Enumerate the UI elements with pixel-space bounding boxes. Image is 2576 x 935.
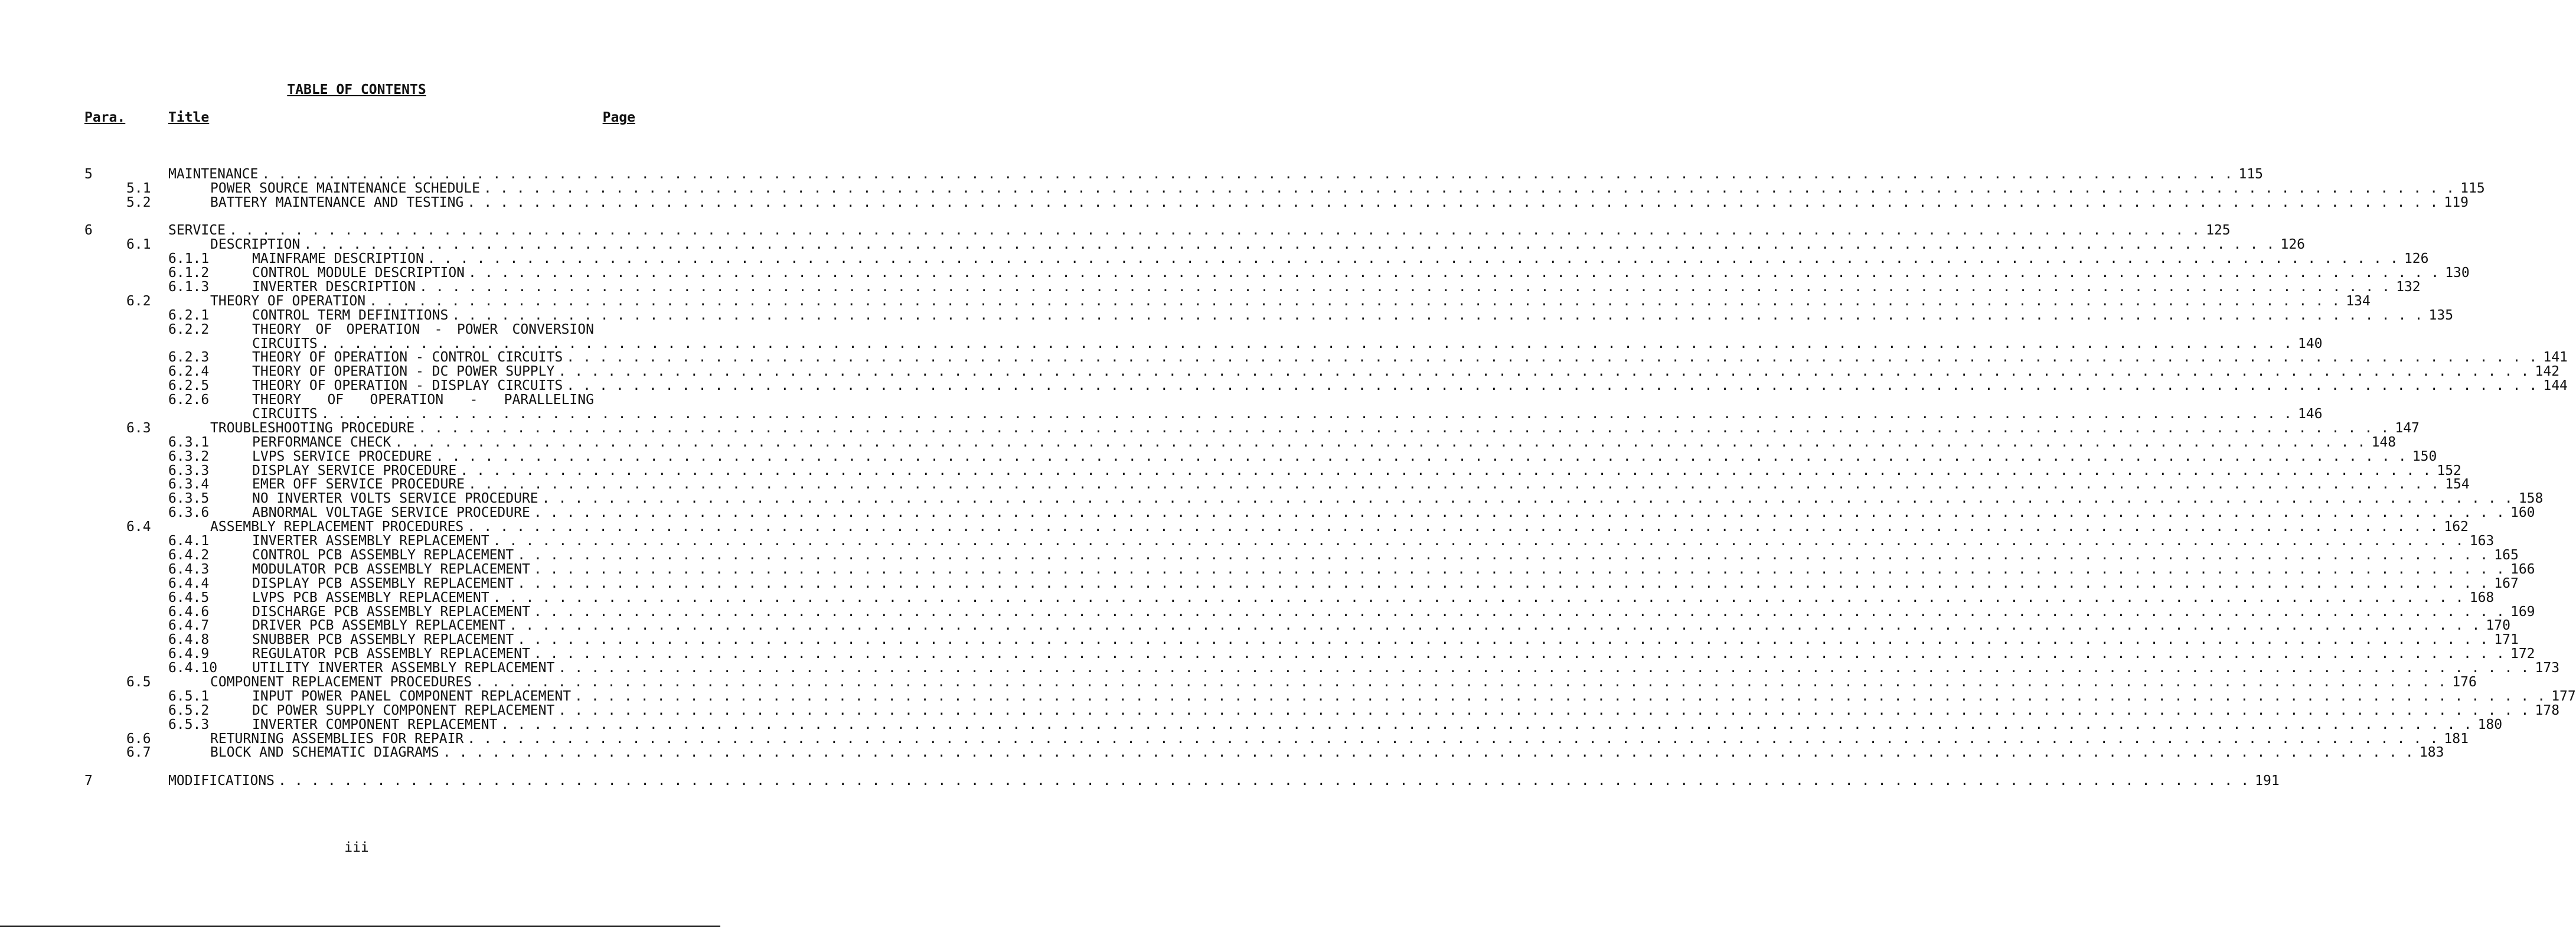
toc-para-number: 6.4.9	[168, 646, 210, 662]
leader-dots: . . . . . . . . . . . . . . . . . . . . . . . . . . . . . . . . . . . . . . . . . . . . . . . . . . . . . . . . . . . . . . . . . . . . . . . . . . . . . . . . . . . . . . . . . . . . . . . . . . . . . . . . . . . . . . . . . . . . . . . .	[435, 448, 2407, 464]
toc-entry-6-3-4[interactable]	[0, 477, 2470, 493]
toc-page-number: 130	[2445, 265, 2470, 281]
toc-para-number: 6	[84, 223, 93, 239]
toc-page-number: 168	[2469, 589, 2495, 605]
leader-dots: . . . . . . . . . . . . . . . . . . . . . . . . . . . . . . . . . . . . . . . . . . . . . . . . . . . . . . . . . . . . . . . . . . . . . . . . . . . . . . . . . . . . . . . . . . . . . . . . . . . . . . . . . . . . . . . . . . . . . . . .	[509, 618, 2480, 634]
toc-page-number: 152	[2437, 462, 2461, 478]
toc-page-number: 142	[2535, 364, 2560, 380]
toc-entry-title: THEORY OF OPERATION - DISPLAY CIRCUITS	[252, 378, 563, 394]
leader-dots: . . . . . . . . . . . . . . . . . . . . . . . . . . . . . . . . . . . . . . . . . . . . . . . . . . . . . . . . . . . . . . . . . . . . . . . . . . . . . . . . . . . . . . . . . . . . . . . . . . . . . . . . . . . . . . . . . . . . . . . .	[262, 166, 2233, 182]
toc-entry-6-2-5[interactable]	[0, 378, 2568, 394]
toc-entry-title: THEORY OF OPERATION - DC POWER SUPPLY	[252, 364, 555, 380]
toc-entry-title: SERVICE	[168, 223, 226, 239]
toc-entry-5-2[interactable]	[0, 194, 2469, 210]
leader-dots: . . . . . . . . . . . . . . . . . . . . . . . . . . . . . . . . . . . . . . . . . . . . . . . . . . . . . . . . . . . . . . . . . . . . . . . . . . . . . . . . . . . . . . . . . . . . . . . . . . . . . . . . . . . . . . . . . . . . . . . .	[475, 674, 2447, 690]
toc-entry-title: PERFORMANCE CHECK	[252, 434, 391, 450]
toc-para-number: 6.4.2	[168, 547, 210, 563]
toc-page-number: 119	[2444, 194, 2469, 210]
leader-dots: . . . . . . . . . . . . . . . . . . . . . . . . . . . . . . . . . . . . . . . . . . . . . . . . . . . . . . . . . . . . . . . . . . . . . . . . . . . . . . . . . . . . . . . . . . . . . . . . . . . . . . . . . . . . . . . . . . . . . . . .	[558, 660, 2529, 676]
toc-entry-title: EMER OFF SERVICE PROCEDURE	[252, 477, 465, 493]
toc-para-number: 6.2	[126, 293, 151, 309]
title-word: OPERATION	[346, 321, 420, 337]
toc-page-number: 115	[2238, 166, 2264, 182]
toc-para-number: 7	[84, 773, 93, 789]
toc-para-number: 6.2.3	[168, 350, 210, 366]
leader-dots: . . . . . . . . . . . . . . . . . . . . . . . . . . . . . . . . . . . . . . . . . . . . . . . . . . . . . . . . . . . . . . . . . . . . . . . . . . . . . . . . . . . . . . . . . . . . . . . . . . . . . . . . . . . . . . . . . . . . . . . .	[467, 731, 2438, 747]
toc-para-number: 6.3.3	[168, 462, 210, 478]
toc-entry-5-1[interactable]	[0, 180, 2485, 196]
leader-dots: . . . . . . . . . . . . . . . . . . . . . . . . . . . . . . . . . . . . . . . . . . . . . . . . . . . . . . . . . . . . . . . . . . . . . . . . . . . . . . . . . . . . . . . . . . . . . . . . . . . . . . . . . . . . . . . . . . . . . . . .	[467, 194, 2438, 210]
title-word: -	[434, 321, 443, 337]
toc-page-number: 140	[2297, 335, 2323, 351]
leader-dots: . . . . . . . . . . . . . . . . . . . . . . . . . . . . . . . . . . . . . . . . . . . . . . . . . . . . . . . . . . . . . . . . . . . . . . . . . . . . . . . . . . . . . . . . . . . . . . . . . . . . . . . . . . . . . . . . . . . . . . . .	[468, 477, 2440, 493]
toc-para-number: 6.2.5	[168, 378, 210, 394]
toc-entry-title: BLOCK AND SCHEMATIC DIAGRAMS	[210, 745, 439, 761]
toc-entry-6-4-6[interactable]	[0, 604, 2535, 620]
toc-entry-title: DRIVER PCB ASSEMBLY REPLACEMENT	[252, 618, 506, 634]
toc-page-number: 162	[2444, 519, 2469, 535]
toc-entry-6-1[interactable]	[0, 237, 2306, 253]
leader-dots: . . . . . . . . . . . . . . . . . . . . . . . . . . . . . . . . . . . . . . . . . . . . . . . . . . . . . . . . . . . . . . . . . . . . . . . . . . . . . . . . . . . . . . . . . . . . . . . . . . . . . . . . . . . . . . . . . . . . . . . .	[566, 350, 2538, 366]
toc-para-number: 6.2.1	[168, 307, 210, 323]
toc-para-number: 6.2.4	[168, 364, 210, 380]
toc-page-number: 176	[2452, 674, 2477, 690]
toc-para-number: 6.3.1	[168, 434, 210, 450]
toc-entry-6-7[interactable]	[0, 745, 2444, 761]
toc-para-number: 6.3.6	[168, 505, 210, 521]
toc-entry-6-5-2[interactable]	[0, 702, 2560, 718]
toc-entry-title: MODIFICATIONS	[168, 773, 275, 789]
toc-para-number: 6.3	[126, 420, 151, 436]
toc-entry-6-2[interactable]	[0, 293, 2371, 309]
toc-entry-title: REGULATOR PCB ASSEMBLY REPLACEMENT	[252, 646, 530, 662]
toc-entry-title: ASSEMBLY REPLACEMENT PROCEDURES	[210, 519, 464, 535]
toc-para-number: 5	[84, 166, 93, 182]
toc-entry-title: SNUBBER PCB ASSEMBLY REPLACEMENT	[252, 632, 514, 648]
leader-dots: . . . . . . . . . . . . . . . . . . . . . . . . . . . . . . . . . . . . . . . . . . . . . . . . . . . . . . . . . . . . . . . . . . . . . . . . . . . . . . . . . . . . . . . . . . . . . . . . . . . . . . . . . . . . . . . . . . . . . . . .	[419, 279, 2391, 295]
toc-page-number: 181	[2444, 731, 2469, 747]
toc-entry-6-6[interactable]	[0, 731, 2469, 747]
toc-entry-title: BATTERY MAINTENANCE AND TESTING	[210, 194, 464, 210]
toc-para-number: 6.1.1	[168, 251, 210, 267]
toc-entry-title: INVERTER COMPONENT REPLACEMENT	[252, 716, 498, 732]
toc-entry-title: MODULATOR PCB ASSEMBLY REPLACEMENT	[252, 561, 530, 577]
toc-para-number: 6.1.3	[168, 279, 210, 295]
toc-entry-5[interactable]	[0, 166, 2264, 182]
toc-para-number: 6.4.4	[168, 575, 210, 591]
toc-entry-title: INPUT POWER PANEL COMPONENT REPLACEMENT	[252, 688, 572, 704]
toc-entry-title: LVPS PCB ASSEMBLY REPLACEMENT	[252, 589, 489, 605]
toc-entry-title: THEORY OF OPERATION	[210, 293, 366, 309]
leader-dots: . . . . . . . . . . . . . . . . . . . . . . . . . . . . . . . . . . . . . . . . . . . . . . . . . . . . . . . . . . . . . . . . . . . . . . . . . . . . . . . . . . . . . . . . . . . . . . . . . . . . . . . . . . . . . . . . . . . . . . . .	[558, 364, 2529, 380]
title-word: OF	[315, 321, 332, 337]
toc-entry-title-line1	[252, 393, 594, 407]
leader-dots: . . . . . . . . . . . . . . . . . . . . . . . . . . . . . . . . . . . . . . . . . . . . . . . . . . . . . . . . . . . . . . . . . . . . . . . . . . . . . . . . . . . . . . . . . . . . . . . . . . . . . . . . . . . . . . . . . . . . . . . .	[566, 378, 2538, 394]
toc-entry-title: ABNORMAL VOLTAGE SERVICE PROCEDURE	[252, 505, 530, 521]
title-word: CONVERSION	[512, 321, 594, 337]
toc-entry-6-1-3[interactable]	[0, 279, 2421, 295]
leader-dots: . . . . . . . . . . . . . . . . . . . . . . . . . . . . . . . . . . . . . . . . . . . . . . . . . . . . . . . . . . . . . . . . . . . . . . . . . . . . . . . . . . . . . . . . . . . . . . . . . . . . . . . . . . . . . . . . . . . . . . . .	[228, 223, 2200, 239]
toc-page-number: 165	[2494, 547, 2519, 563]
leader-dots: . . . . . . . . . . . . . . . . . . . . . . . . . . . . . . . . . . . . . . . . . . . . . . . . . . . . . . . . . . . . . . . . . . . . . . . . . . . . . . . . . . . . . . . . . . . . . . . . . . . . . . . . . . . . . . . . . . . . . . . .	[533, 505, 2505, 521]
toc-page-number: 144	[2543, 378, 2568, 394]
toc-entry-title: DISPLAY PCB ASSEMBLY REPLACEMENT	[252, 575, 514, 591]
leader-dots: . . . . . . . . . . . . . . . . . . . . . . . . . . . . . . . . . . . . . . . . . . . . . . . . . . . . . . . . . . . . . . . . . . . . . . . . . . . . . . . . . . . . . . . . . . . . . . . . . . . . . . . . . . . . . . . . . . . . . . . .	[492, 533, 2464, 549]
leader-dots: . . . . . . . . . . . . . . . . . . . . . . . . . . . . . . . . . . . . . . . . . . . . . . . . . . . . . . . . . . . . . . . . . . . . . . . . . . . . . . . . . . . . . . . . . . . . . . . . . . . . . . . . . . . . . . . . . . . . . . . .	[369, 293, 2340, 309]
toc-entry-title-line1	[252, 322, 594, 337]
leader-dots: . . . . . . . . . . . . . . . . . . . . . . . . . . . . . . . . . . . . . . . . . . . . . . . . . . . . . . . . . . . . . . . . . . . . . . . . . . . . . . . . . . . . . . . . . . . . . . . . . . . . . . . . . . . . . . . . . . . . . . . .	[533, 646, 2505, 662]
toc-entry-6-2-2[interactable]	[0, 322, 720, 337]
toc-page-number: 180	[2477, 716, 2503, 732]
leader-dots: . . . . . . . . . . . . . . . . . . . . . . . . . . . . . . . . . . . . . . . . . . . . . . . . . . . . . . . . . . . . . . . . . . . . . . . . . . . . . . . . . . . . . . . . . . . . . . . . . . . . . . . . . . . . . . . . . . . . . . . .	[533, 561, 2505, 577]
toc-entry-6-4-4[interactable]	[0, 575, 2519, 591]
toc-page-number: 166	[2510, 561, 2535, 577]
toc-page-number: 154	[2445, 477, 2470, 493]
toc-page-number: 147	[2395, 420, 2420, 436]
toc-page-number: 126	[2404, 251, 2429, 267]
title-word: -	[469, 392, 478, 408]
leader-dots: . . . . . . . . . . . . . . . . . . . . . . . . . . . . . . . . . . . . . . . . . . . . . . . . . . . . . . . . . . . . . . . . . . . . . . . . . . . . . . . . . . . . . . . . . . . . . . . . . . . . . . . . . . . . . . . . . . . . . . . .	[492, 589, 2464, 605]
title-word: OPERATION	[370, 392, 444, 408]
toc-para-number: 6.4	[126, 519, 151, 535]
toc-page-number: 160	[2510, 505, 2535, 521]
toc-page-number: 125	[2206, 223, 2231, 239]
toc-entry-title: DESCRIPTION	[210, 237, 301, 253]
toc-para-number: 6.5	[126, 674, 151, 690]
title-word: THEORY	[252, 392, 302, 408]
title-word: OF	[327, 392, 344, 408]
toc-entry-6-1-2[interactable]	[0, 265, 2470, 281]
leader-dots: . . . . . . . . . . . . . . . . . . . . . . . . . . . . . . . . . . . . . . . . . . . . . . . . . . . . . . . . . . . . . . . . . . . . . . . . . . . . . . . . . . . . . . . . . . . . . . . . . . . . . . . . . . . . . . . . . . . . . . . .	[303, 237, 2275, 253]
toc-page-number: 167	[2494, 575, 2519, 591]
title-word: PARALLELING	[504, 392, 594, 408]
toc-entry-title: CONTROL TERM DEFINITIONS	[252, 307, 449, 323]
toc-entry-6-1-1[interactable]	[0, 251, 2429, 267]
leader-dots: . . . . . . . . . . . . . . . . . . . . . . . . . . . . . . . . . . . . . . . . . . . . . . . . . . . . . . . . . . . . . . . . . . . . . . . . . . . . . . . . . . . . . . . . . . . . . . . . . . . . . . . . . . . . . . . . . . . . . . . .	[452, 307, 2423, 323]
toc-entry-title: CONTROL PCB ASSEMBLY REPLACEMENT	[252, 547, 514, 563]
leader-dots: . . . . . . . . . . . . . . . . . . . . . . . . . . . . . . . . . . . . . . . . . . . . . . . . . . . . . . . . . . . . . . . . . . . . . . . . . . . . . . . . . . . . . . . . . . . . . . . . . . . . . . . . . . . . . . . . . . . . . . . .	[574, 688, 2546, 704]
leader-dots: . . . . . . . . . . . . . . . . . . . . . . . . . . . . . . . . . . . . . . . . . . . . . . . . . . . . . . . . . . . . . . . . . . . . . . . . . . . . . . . . . . . . . . . . . . . . . . . . . . . . . . . . . . . . . . . . . . . . . . . .	[467, 519, 2438, 535]
toc-page-number: 171	[2494, 632, 2519, 648]
column-header-para: Para.	[84, 110, 126, 125]
leader-dots: . . . . . . . . . . . . . . . . . . . . . . . . . . . . . . . . . . . . . . . . . . . . . . . . . . . . . . . . . . . . . . . . . . . . . . . . . . . . . . . . . . . . . . . . . . . . . . . . . . . . . . . . . . . . . . . . . . . . . . . .	[321, 406, 2292, 422]
leader-dots: . . . . . . . . . . . . . . . . . . . . . . . . . . . . . . . . . . . . . . . . . . . . . . . . . . . . . . . . . . . . . . . . . . . . . . . . . . . . . . . . . . . . . . . . . . . . . . . . . . . . . . . . . . . . . . . . . . . . . . . .	[501, 716, 2472, 732]
title-word: POWER	[456, 321, 498, 337]
toc-para-number: 6.3.5	[168, 491, 210, 507]
leader-dots: . . . . . . . . . . . . . . . . . . . . . . . . . . . . . . . . . . . . . . . . . . . . . . . . . . . . . . . . . . . . . . . . . . . . . . . . . . . . . . . . . . . . . . . . . . . . . . . . . . . . . . . . . . . . . . . . . . . . . . . .	[394, 434, 2366, 450]
toc-para-number: 6.4.7	[168, 618, 210, 634]
toc-entry-6-5-3[interactable]	[0, 716, 2503, 732]
toc-entry-6-3-6[interactable]	[0, 505, 2535, 521]
toc-entry-6-2-1[interactable]	[0, 307, 2454, 323]
toc-entry-title: INVERTER DESCRIPTION	[252, 279, 416, 295]
toc-page-number: 172	[2510, 646, 2535, 662]
bottom-rule	[0, 926, 720, 927]
toc-entry-6-4-2[interactable]	[0, 547, 2519, 563]
toc-entry-title: LVPS SERVICE PROCEDURE	[252, 448, 432, 464]
title-word: THEORY	[252, 321, 302, 337]
toc-page-number: 170	[2486, 618, 2510, 634]
leader-dots: . . . . . . . . . . . . . . . . . . . . . . . . . . . . . . . . . . . . . . . . . . . . . . . . . . . . . . . . . . . . . . . . . . . . . . . . . . . . . . . . . . . . . . . . . . . . . . . . . . . . . . . . . . . . . . . . . . . . . . . .	[533, 604, 2505, 620]
toc-entry-6-5-1[interactable]	[0, 688, 2576, 704]
toc-page-number: 146	[2297, 406, 2323, 422]
toc-para-number: 6.2.2	[168, 321, 210, 337]
toc-page-number: 134	[2346, 293, 2371, 309]
leader-dots: . . . . . . . . . . . . . . . . . . . . . . . . . . . . . . . . . . . . . . . . . . . . . . . . . . . . . . . . . . . . . . . . . . . . . . . . . . . . . . . . . . . . . . . . . . . . . . . . . . . . . . . . . . . . . . . . . . . . . . . .	[321, 335, 2292, 351]
leader-dots: . . . . . . . . . . . . . . . . . . . . . . . . . . . . . . . . . . . . . . . . . . . . . . . . . . . . . . . . . . . . . . . . . . . . . . . . . . . . . . . . . . . . . . . . . . . . . . . . . . . . . . . . . . . . . . . . . . . . . . . .	[418, 420, 2389, 436]
toc-entry-6-4[interactable]	[0, 519, 2469, 535]
leader-dots: . . . . . . . . . . . . . . . . . . . . . . . . . . . . . . . . . . . . . . . . . . . . . . . . . . . . . . . . . . . . . . . . . . . . . . . . . . . . . . . . . . . . . . . . . . . . . . . . . . . . . . . . . . . . . . . . . . . . . . . .	[427, 251, 2398, 267]
toc-heading: TABLE OF CONTENTS	[287, 82, 426, 97]
toc-page-number: 183	[2419, 745, 2444, 761]
toc-page-number: 126	[2280, 237, 2306, 253]
toc-para-number: 6.7	[126, 745, 151, 761]
leader-dots: . . . . . . . . . . . . . . . . . . . . . . . . . . . . . . . . . . . . . . . . . . . . . . . . . . . . . . . . . . . . . . . . . . . . . . . . . . . . . . . . . . . . . . . . . . . . . . . . . . . . . . . . . . . . . . . . . . . . . . . .	[442, 745, 2414, 761]
toc-spacer	[0, 760, 720, 774]
toc-page-number: 135	[2428, 307, 2454, 323]
toc-entry-6-4-1[interactable]	[0, 533, 2495, 549]
toc-entry-6-3-1[interactable]	[0, 434, 2397, 450]
leader-dots: . . . . . . . . . . . . . . . . . . . . . . . . . . . . . . . . . . . . . . . . . . . . . . . . . . . . . . . . . . . . . . . . . . . . . . . . . . . . . . . . . . . . . . . . . . . . . . . . . . . . . . . . . . . . . . . . . . . . . . . .	[517, 632, 2489, 648]
toc-para-number: 6.3.2	[168, 448, 210, 464]
toc-entry-title: MAINTENANCE	[168, 166, 259, 182]
toc-para-number: 6.4.8	[168, 632, 210, 648]
toc-para-number: 6.5.2	[168, 702, 210, 718]
toc-entry-title: DISPLAY SERVICE PROCEDURE	[252, 462, 457, 478]
toc-entry-title-line2: CIRCUITS	[252, 335, 318, 351]
toc-entry-6-4-10[interactable]	[0, 660, 2560, 676]
leader-dots: . . . . . . . . . . . . . . . . . . . . . . . . . . . . . . . . . . . . . . . . . . . . . . . . . . . . . . . . . . . . . . . . . . . . . . . . . . . . . . . . . . . . . . . . . . . . . . . . . . . . . . . . . . . . . . . . . . . . . . . .	[517, 547, 2489, 563]
toc-page-number: 191	[2255, 773, 2280, 789]
toc-entry-title: DC POWER SUPPLY COMPONENT REPLACEMENT	[252, 702, 555, 718]
toc-entry-6-4-7[interactable]	[0, 618, 2510, 634]
toc-para-number: 6.3.4	[168, 477, 210, 493]
toc-para-number: 6.4.6	[168, 604, 210, 620]
toc-para-number: 6.2.6	[168, 392, 210, 408]
toc-entry-title: DISCHARGE PCB ASSEMBLY REPLACEMENT	[252, 604, 530, 620]
toc-para-number: 6.5.3	[168, 716, 210, 732]
toc-entry-6-2-3[interactable]	[0, 350, 2568, 366]
leader-dots: . . . . . . . . . . . . . . . . . . . . . . . . . . . . . . . . . . . . . . . . . . . . . . . . . . . . . . . . . . . . . . . . . . . . . . . . . . . . . . . . . . . . . . . . . . . . . . . . . . . . . . . . . . . . . . . . . . . . . . . .	[468, 265, 2440, 281]
toc-entry-6[interactable]	[0, 223, 2231, 239]
toc-entry-title: TROUBLESHOOTING PROCEDURE	[210, 420, 415, 436]
toc-entry-6-4-9[interactable]	[0, 646, 2535, 662]
toc-para-number: 6.4.5	[168, 589, 210, 605]
toc-para-number: 6.4.1	[168, 533, 210, 549]
toc-para-number: 6.4.3	[168, 561, 210, 577]
toc-entry-6-2-6-cont[interactable]	[0, 406, 2323, 422]
leader-dots: . . . . . . . . . . . . . . . . . . . . . . . . . . . . . . . . . . . . . . . . . . . . . . . . . . . . . . . . . . . . . . . . . . . . . . . . . . . . . . . . . . . . . . . . . . . . . . . . . . . . . . . . . . . . . . . . . . . . . . . .	[483, 180, 2455, 196]
toc-entry-6-3[interactable]	[0, 420, 2420, 436]
toc-para-number: 6.5.1	[168, 688, 210, 704]
toc-entry-title: THEORY OF OPERATION - CONTROL CIRCUITS	[252, 350, 563, 366]
toc-entry-6-4-8[interactable]	[0, 632, 2519, 648]
toc-para-number: 6.1.2	[168, 265, 210, 281]
toc-entry-title: MAINFRAME DESCRIPTION	[252, 251, 424, 267]
page-number: iii	[344, 840, 369, 855]
toc-entry-6-2-6[interactable]	[0, 393, 720, 407]
leader-dots: . . . . . . . . . . . . . . . . . . . . . . . . . . . . . . . . . . . . . . . . . . . . . . . . . . . . . . . . . . . . . . . . . . . . . . . . . . . . . . . . . . . . . . . . . . . . . . . . . . . . . . . . . . . . . . . . . . . . . . . .	[541, 491, 2513, 507]
toc-entry-6-3-3[interactable]	[0, 462, 2461, 478]
toc-entry-6-3-2[interactable]	[0, 448, 2437, 464]
toc-page-number: 173	[2535, 660, 2560, 676]
toc-entry-6-2-4[interactable]	[0, 364, 2560, 380]
toc-entry-title: UTILITY INVERTER ASSEMBLY REPLACEMENT	[252, 660, 555, 676]
toc-entry-7[interactable]	[0, 773, 2280, 789]
toc-para-number: 6.1	[126, 237, 151, 253]
leader-dots: . . . . . . . . . . . . . . . . . . . . . . . . . . . . . . . . . . . . . . . . . . . . . . . . . . . . . . . . . . . . . . . . . . . . . . . . . . . . . . . . . . . . . . . . . . . . . . . . . . . . . . . . . . . . . . . . . . . . . . . .	[278, 773, 2249, 789]
toc-entry-6-4-5[interactable]	[0, 589, 2495, 605]
column-header-title: Title	[168, 110, 210, 125]
toc-entry-title: COMPONENT REPLACEMENT PROCEDURES	[210, 674, 472, 690]
toc-page-number: 148	[2371, 434, 2397, 450]
toc-page-number: 150	[2412, 448, 2437, 464]
toc-entry-6-5[interactable]	[0, 674, 2477, 690]
toc-entry-title: RETURNING ASSEMBLIES FOR REPAIR	[210, 731, 464, 747]
toc-spacer	[0, 210, 720, 224]
toc-entry-6-4-3[interactable]	[0, 561, 2535, 577]
toc-page-number: 178	[2535, 702, 2560, 718]
toc-entry-title: POWER SOURCE MAINTENANCE SCHEDULE	[210, 180, 480, 196]
toc-page-number: 141	[2543, 350, 2568, 366]
leader-dots: . . . . . . . . . . . . . . . . . . . . . . . . . . . . . . . . . . . . . . . . . . . . . . . . . . . . . . . . . . . . . . . . . . . . . . . . . . . . . . . . . . . . . . . . . . . . . . . . . . . . . . . . . . . . . . . . . . . . . . . .	[460, 462, 2431, 478]
toc-list	[0, 153, 2576, 789]
toc-para-number: 5.1	[126, 180, 151, 196]
toc-page-number: 177	[2551, 688, 2576, 704]
toc-page-number: 132	[2396, 279, 2421, 295]
toc-spacer	[0, 153, 720, 167]
toc-page-number: 163	[2469, 533, 2495, 549]
toc-entry-6-3-5[interactable]	[0, 491, 2544, 507]
toc-entry-title: CONTROL MODULE DESCRIPTION	[252, 265, 465, 281]
toc-entry-title: NO INVERTER VOLTS SERVICE PROCEDURE	[252, 491, 538, 507]
toc-para-number: 5.2	[126, 194, 151, 210]
toc-para-number: 6.6	[126, 731, 151, 747]
toc-entry-6-2-2-cont[interactable]	[0, 335, 2323, 351]
toc-para-number: 6.4.10	[168, 660, 218, 676]
toc-entry-title-line2: CIRCUITS	[252, 406, 318, 422]
leader-dots: . . . . . . . . . . . . . . . . . . . . . . . . . . . . . . . . . . . . . . . . . . . . . . . . . . . . . . . . . . . . . . . . . . . . . . . . . . . . . . . . . . . . . . . . . . . . . . . . . . . . . . . . . . . . . . . . . . . . . . . .	[558, 702, 2529, 718]
toc-entry-title: INVERTER ASSEMBLY REPLACEMENT	[252, 533, 489, 549]
column-header-page: Page	[602, 110, 635, 125]
leader-dots: . . . . . . . . . . . . . . . . . . . . . . . . . . . . . . . . . . . . . . . . . . . . . . . . . . . . . . . . . . . . . . . . . . . . . . . . . . . . . . . . . . . . . . . . . . . . . . . . . . . . . . . . . . . . . . . . . . . . . . . .	[517, 575, 2489, 591]
toc-page-number: 115	[2460, 180, 2485, 196]
toc-page-number: 169	[2510, 604, 2535, 620]
toc-page-number: 158	[2518, 491, 2544, 507]
